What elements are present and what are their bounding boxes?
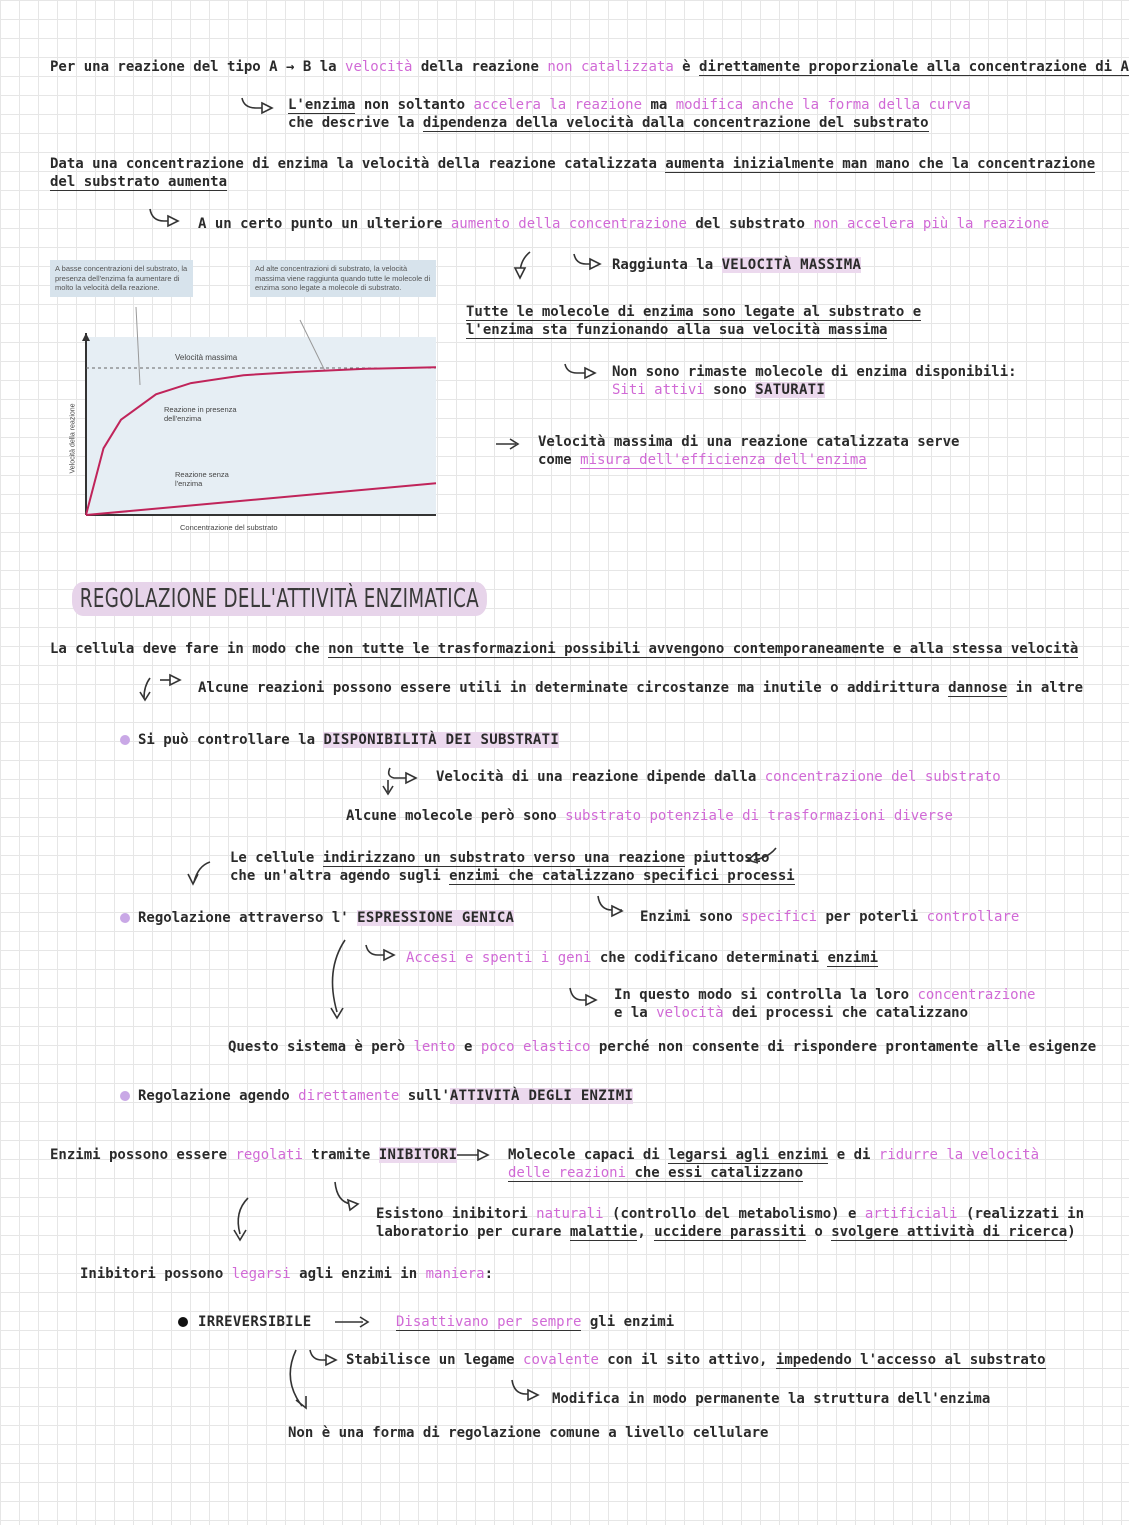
- line-inhibitors: Enzimi possono essere regolati tramite INIBITORI: [50, 1147, 458, 1163]
- line-potential-substrate: Alcune molecole però sono substrato potenziale di trasformazioni diverse: [346, 808, 953, 824]
- line-covalent-bond: Stabilisce un legame covalente con il sito attivo, impedendo l'accesso al substrato: [346, 1352, 1046, 1368]
- line-all-bound: Tutte le molecole di enzima sono legate al substrato e: [466, 304, 922, 320]
- bullet-point: [178, 1317, 188, 1327]
- bullet-point: [120, 1091, 130, 1101]
- annotation-low-substrate: A basse concentrazioni del substrato, la presenza dell'enzima fa aumentare di molto la velocità della reazione.: [50, 260, 193, 297]
- section-heading: REGOLAZIONE DELL'ATTIVITÀ ENZIMATICA: [72, 582, 487, 616]
- line-substrate-availability: Si può controllare la DISPONIBILITÀ DEI SUBSTRATI: [138, 732, 560, 748]
- line-saturated: Siti attivi sono SATURATI: [612, 382, 826, 398]
- line-bind-manner: Inibitori possono legarsi agli enzimi in maniera:: [80, 1266, 494, 1282]
- without-enzyme-label: Reazione senza l'enzima: [175, 470, 229, 488]
- line-control-velocity: e la velocità dei processi che catalizzano: [614, 1005, 969, 1021]
- line-no-more-acceleration: A un certo punto un ulteriore aumento della concentrazione del substrato non accelera più la reazione: [198, 216, 1050, 232]
- with-enzyme-label: Reazione in presenza dell'enzima: [164, 405, 237, 423]
- line-slow-system: Questo sistema è però lento e poco elastico perché non consente di rispondere prontamente alle esigenze: [228, 1039, 1097, 1055]
- line-permanent-modification: Modifica in modo permanente la struttura dell'enzima: [552, 1391, 991, 1407]
- line-direct-activity: Regolazione agendo direttamente sull'ATTIVITÀ DEGLI ENZIMI: [138, 1088, 634, 1104]
- line-molecules-bind: Molecole capaci di legarsi agli enzimi e di ridurre la velocità: [508, 1147, 1040, 1163]
- line-gene-expression: Regolazione attraverso l' ESPRESSIONE GENICA: [138, 910, 515, 926]
- line-max-function: l'enzima sta funzionando alla sua velocità massima: [466, 322, 888, 338]
- line-enzyme-curve: L'enzima non soltanto accelera la reazione ma modifica anche la forma della curva: [288, 97, 971, 113]
- line-cells-direct: Le cellule indirizzano un substrato verso una reazione piuttosto: [230, 850, 770, 866]
- enzyme-kinetics-chart: [50, 255, 440, 535]
- line-enzymes-specific: Enzimi sono specifici per poterli controllare: [640, 909, 1020, 925]
- line-substrate-increase: del substrato aumenta: [50, 174, 228, 190]
- line-deactivate: Disattivano per sempre gli enzimi: [396, 1314, 675, 1330]
- vmax-label: Velocità massima: [175, 353, 238, 362]
- line-not-common: Non è una forma di regolazione comune a livello cellulare: [288, 1425, 769, 1441]
- bullet-point: [120, 913, 130, 923]
- line-reactions-catalyzed: delle reazioni che essi catalizzano: [508, 1165, 804, 1181]
- line-vmax-measure: Velocità massima di una reazione catalizzata serve: [538, 434, 960, 450]
- line-max-velocity: Raggiunta la VELOCITÀ MASSIMA: [612, 257, 862, 273]
- line-reaction-rate: Per una reazione del tipo A → B la velocità della reazione non catalizzata è direttamente proporzionale alla concentrazione di A: [50, 59, 1129, 75]
- chart-plot: [50, 255, 440, 535]
- line-natural-artificial: Esistono inibitori naturali (controllo del metabolismo) e artificiali (realizzati in: [376, 1206, 1085, 1222]
- bullet-point: [120, 735, 130, 745]
- line-control-concentration: In questo modo si controlla la loro concentrazione: [614, 987, 1036, 1003]
- line-velocity-depends: Velocità di una reazione dipende dalla concentrazione del substrato: [436, 769, 1001, 785]
- y-axis-label: Velocità della reazione: [69, 403, 77, 474]
- line-lab-uses: laboratorio per curare malattie, uccidere parassiti o svolgere attività di ricerca): [376, 1224, 1076, 1240]
- line-specific-processes: che un'altra agendo sugli enzimi che catalizzano specifici processi: [230, 868, 795, 884]
- x-axis-label: Concentrazione del substrato: [180, 523, 278, 532]
- line-enzyme-concentration: Data una concentrazione di enzima la velocità della reazione catalizzata aumenta inizialmente man mano che la concentrazione: [50, 156, 1096, 172]
- line-cell-control: La cellula deve fare in modo che non tutte le trasformazioni possibili avvengono contemporaneamente e alla stessa velocità: [50, 641, 1079, 657]
- line-no-free-enzyme: Non sono rimaste molecole di enzima disponibili:: [612, 364, 1017, 380]
- line-dependence: che descrive la dipendenza della velocità dalla concentrazione del substrato: [288, 115, 929, 131]
- line-irreversible: IRREVERSIBILE: [198, 1314, 312, 1330]
- line-useful-reactions: Alcune reazioni possono essere utili in determinate circostanze ma inutile o addirittura dannose in altre: [198, 680, 1084, 696]
- annotation-high-substrate: Ad alte concentrazioni di substrato, la velocità massima viene raggiunta quando tutte le molecole di enzima sono legate a molecole di substrato.: [250, 260, 436, 297]
- line-efficiency: come misura dell'efficienza dell'enzima: [538, 452, 867, 468]
- line-genes-switched: Accesi e spenti i geni che codificano determinati enzimi: [406, 950, 879, 966]
